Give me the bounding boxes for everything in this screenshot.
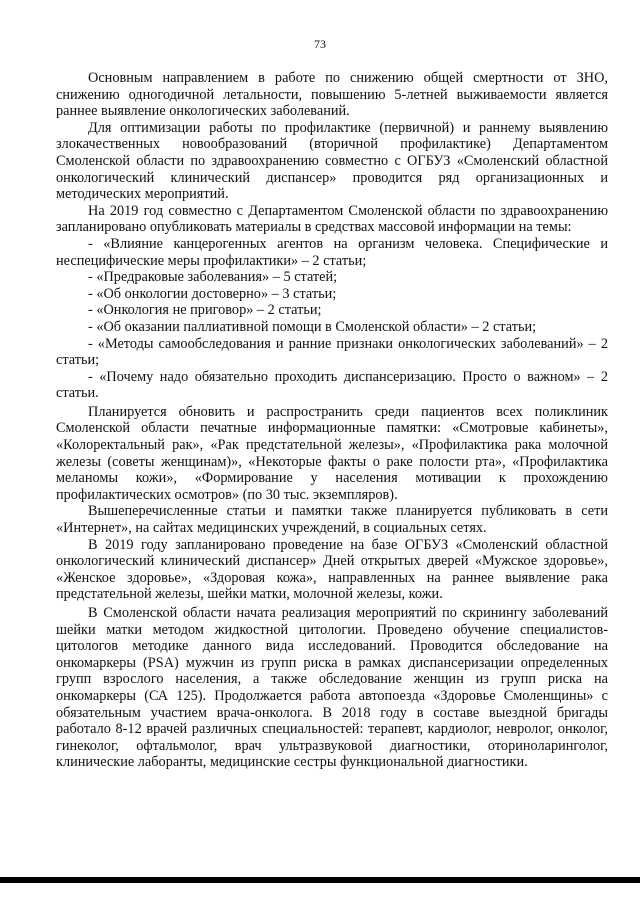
topic-list-item: - «Об онкологии достоверно» – 3 статьи; xyxy=(88,285,337,302)
document-body xyxy=(56,70,608,771)
topic-list-item: - «Методы самообследования и ранние признаки онкологических заболеваний» – 2 статьи; xyxy=(56,335,608,369)
paragraph-media-plan: На 2019 год совместно с Департаментом Смоленской области по здравоохранению запланировано опубликовать материалы в средствах массовой информации на темы: xyxy=(56,202,608,236)
topic-list-item: - «Предраковые заболевания» – 5 статей; xyxy=(88,269,338,286)
paragraph-optimization: Для оптимизации работы по профилактике (первичной) и раннему выявлению злокачественных новообразований (вторичной профилактике) Департаментом Смоленской области по здравоохранению совместно с ОГБУЗ «Смоленский областной онкологический клинический диспансер» проводится ряд организационных и методических мероприятий. xyxy=(56,119,608,203)
paragraph-internet: Вышеперечисленные статьи и памятки также планируется публиковать в сети «Интернет», на сайтах медицинских учреждений, в социальных сетях. xyxy=(56,503,608,537)
paragraph-leaflets: Планируется обновить и распространить среди пациентов всех поликлиник Смоленской области печатные информационные памятки: «Смотровые кабинеты», «Колоректальный рак», «Рак предстательной железы», «Профилактика рака молочной железы (советы женщинам)», «Некоторые факты о раке полости рта», «Профилактика меланомы кожи», «Формирование у населения мотивации к прохождению профилактических осмотров» (по 30 тыс. экземпляров). xyxy=(56,403,608,503)
topic-list-item: - «Влияние канцерогенных агентов на организм человека. Специфические и неспецифические меры профилактики» – 2 статьи; xyxy=(56,235,608,269)
topic-list-item: - «Онкология не приговор» – 2 статьи; xyxy=(88,302,322,319)
paragraph-cervical-screening: В Смоленской области начата реализация мероприятий по скринингу заболеваний шейки матки методом жидкостной цитологии. Проведено обучение специалистов-цитологов методике данного вида исследований. Проводится обследование на онкомаркеры (PSA) мужчин из групп риска в рамках диспансеризации определенных групп взрослого населения, а также обследование женщин из групп риска на онкомаркеры (СА 125). Продолжается работа автопоезда «Здоровье Смоленщины» с обязательным участием врача-онколога. В 2018 году в составе выездной бригады работало 8-12 врачей различных специальностей: терапевт, кардиолог, невролог, онколог, гинеколог, офтальмолог, врач ультразвуковой диагностики, оториноларинголог, клинические лаборанты, медицинские сестры функциональной диагностики. xyxy=(56,605,608,771)
page-number: 73 xyxy=(314,37,326,51)
bottom-scan-border xyxy=(0,877,640,883)
paragraph-open-days: В 2019 году запланировано проведение на базе ОГБУЗ «Смоленский областной онкологический клинический диспансер» Дней открытых дверей «Мужское здоровье», «Женское здоровье», «Здоровая кожа», направленных на раннее выявление рака предстательной железы, шейки матки, молочной железы, кожи. xyxy=(56,536,608,603)
topic-list-item: - «Почему надо обязательно проходить диспансеризацию. Просто о важном» – 2 статьи. xyxy=(56,368,608,402)
paragraph-screening-direction: Основным направлением в работе по снижению общей смертности от ЗНО, снижению одногодичной летальности, повышению 5-летней выживаемости является раннее выявление онкологических заболеваний. xyxy=(56,70,608,120)
topic-list-item: - «Об оказании паллиативной помощи в Смоленской области» – 2 статьи; xyxy=(88,318,537,335)
